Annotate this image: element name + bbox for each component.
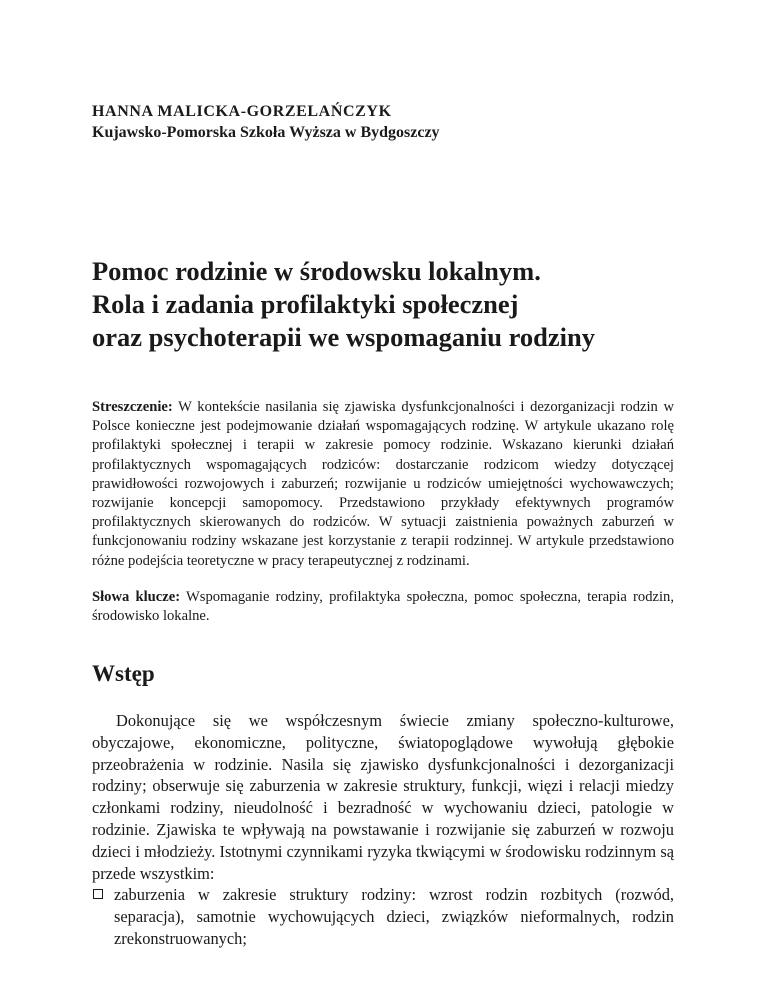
author-block [92, 101, 674, 143]
keywords-label: Słowa klucze: [92, 589, 181, 605]
list-item-text: zaburzenia w zakresie struktury rodziny: wzrost rodzin rozbitych (rozwód, separacja), samotnie wychowujących dzieci, związków nieformalnych, rodzin zrekonstruowanych; [114, 885, 674, 948]
abstract-text: W kontekście nasilania się zjawiska dysfunkcjonalności i dezorganizacji rodzin w Polsce konieczne jest podejmowanie działań wspomagających rodzinę. W artykule ukazano rolę profilaktyki społecznej i terapii w zakresie pomocy rodzinie. Wskazano kierunki działań profilaktycznych wspomagających rodziców: dostarczanie rodzicom wiedzy dotyczącej prawidłowości rozwojowych i zaburzeń; rozwijanie u rodziców umiejętności wychowawczych; rozwijanie koncepcji samopomocy. Przedstawiono przykłady efektywnych programów profilaktycznych skierowanych do rodziców. W sytuacji zaistnienia poważnych zaburzeń w funkcjonowaniu rodziny wskazane jest korzystanie z terapii rodzinnej. W artykule przedstawiono różne podejścia teoretyczne w pracy terapeutycznej z rodzinami. [92, 399, 674, 569]
list-item [92, 884, 674, 949]
abstract [92, 398, 674, 571]
intro-paragraph: Dokonujące się we współczesnym świecie zmiany społeczno-kulturowe, obyczajowe, ekonomiczne, polityczne, światopoglądowe wywołują głębokie przeobrażenia w rodzinie. Nasila się zjawisko dysfunkcjonalności i dezorganizacji rodziny; obserwuje się zaburzenia w zakresie struktury, funkcji, więzi i relacji miedzy członkami rodziny, nieudolność i bezradność w wychowaniu dzieci, patologie w rodzinie. Zjawiska te wpływają na powstawanie i rozwijanie się zaburzeń w rozwoju dzieci i młodzieży. Istotnymi czynnikami ryzyka tkwiącymi w środowisku rodzinnym są przede wszystkim: [92, 711, 674, 883]
title-line-1: Pomoc rodzinie w środowsku lokalnym. [92, 256, 541, 286]
article-title [92, 255, 692, 354]
checkbox-bullet-icon [92, 884, 114, 949]
author-name: HANNA MALICKA-GORZELAŃCZYK [92, 103, 392, 120]
section-heading: Wstęp [92, 661, 155, 686]
title-line-3: oraz psychoterapii we wspomaganiu rodziny [92, 322, 596, 352]
keywords-text: Wspomaganie rodziny, profilaktyka społeczna, pomoc społeczna, terapia rodzin, środowisko lokalne. [92, 589, 674, 625]
keywords [92, 588, 674, 626]
abstract-label: Streszczenie: [92, 399, 173, 415]
author-affiliation: Kujawsko-Pomorska Szkoła Wyższa w Bydgoszczy [92, 124, 440, 141]
risk-factor-list [92, 884, 674, 949]
title-line-2: Rola i zadania profilaktyki społecznej [92, 289, 519, 319]
